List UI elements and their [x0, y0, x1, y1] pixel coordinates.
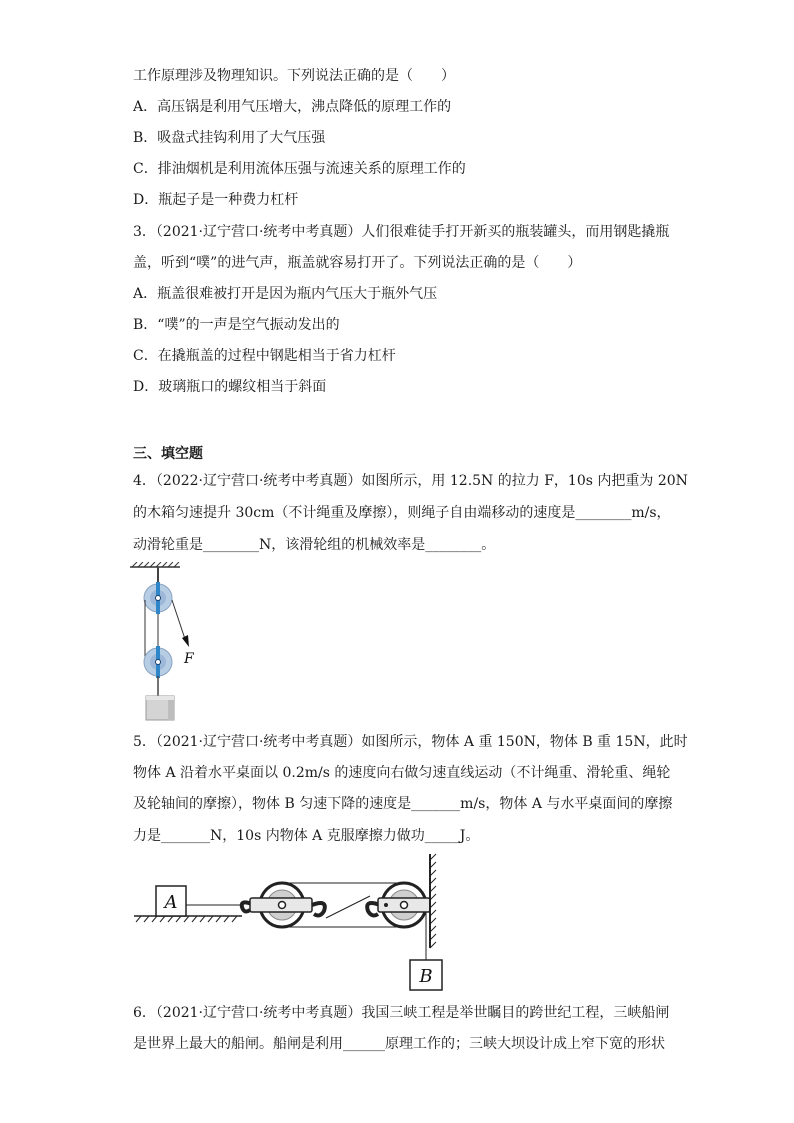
option-b: B．“噗”的一声是空气振动发出的	[133, 317, 340, 333]
horizontal-pulley-figure	[132, 852, 454, 994]
question-4-line-1: 4．（2022·辽宁营口·统考中考真题）如图所示，用 12.5N 的拉力 F，10s 内把重为 20N	[133, 473, 688, 489]
question-5-line-1: 5．（2021·辽宁营口·统考中考真题）如图所示，物体 A 重 150N，物体 B 重 15N，此时	[133, 734, 688, 750]
question-3-line-1: 3．（2021·辽宁营口·统考中考真题）人们很难徒手打开新买的瓶装罐头，而用钢匙撬瓶	[133, 224, 670, 240]
question-4-line-2: 的木箱匀速提升 30cm（不计绳重及摩擦），则绳子自由端移动的速度是________m/s，	[133, 505, 671, 521]
fixed-pulley	[378, 883, 430, 927]
option-a: A．瓶盖很难被打开是因为瓶内气压大于瓶外气压	[133, 286, 438, 302]
table-hatching	[136, 916, 237, 922]
option-d: D．玻璃瓶口的螺纹相当于斜面	[133, 379, 327, 395]
text-line: 工作原理涉及物理知识。下列说法正确的是（ ）	[133, 68, 455, 84]
movable-pulley	[250, 883, 312, 927]
block-b-label: B	[419, 966, 433, 987]
option-c: C．排油烟机是利用流体压强与流速关系的原理工作的	[133, 161, 466, 177]
wooden-box	[146, 696, 174, 720]
option-d: D．瓶起子是一种费力杠杆	[133, 192, 299, 208]
movable-pulley	[144, 646, 172, 678]
section-heading: 三、填空题	[133, 446, 203, 462]
pulley-figure	[128, 562, 208, 724]
option-a: A．高压锅是利用气压增大，沸点降低的原理工作的	[133, 99, 452, 115]
question-5-line-3: 及轮轴间的摩擦），物体 B 匀速下降的速度是_______m/s，物体 A 与水平桌面间的摩擦	[133, 796, 673, 812]
question-3-line-2: 盖，听到“噗”的进气声，瓶盖就容易打开了。下列说法正确的是（ ）	[133, 255, 582, 271]
question-6-line-1: 6．（2021·辽宁营口·统考中考真题）我国三峡工程是举世瞩目的跨世纪工程，三峡船闸	[133, 1005, 670, 1021]
block-a-label: A	[164, 892, 178, 913]
hook-icon	[312, 903, 325, 915]
rope	[326, 896, 370, 918]
question-5-line-4: 力是_______N，10s 内物体 A 克服摩擦力做功_____J。	[133, 828, 480, 844]
fixed-pulley	[144, 582, 172, 614]
question-6-line-2: 是世界上最大的船闸。船闸是利用______原理工作的；三峡大坝设计成上窄下宽的形状	[133, 1036, 665, 1052]
question-5-line-2: 物体 A 沿着水平桌面以 0.2m/s 的速度向右做匀速直线运动（不计绳重、滑轮重、绳轮	[133, 765, 671, 781]
question-4-line-3: 动滑轮重是________N，该滑轮组的机械效率是________。	[133, 537, 496, 553]
force-label: F	[184, 651, 194, 667]
force-arrow-icon	[182, 635, 189, 647]
rope-free-end	[172, 600, 186, 642]
option-b: B．吸盘式挂钩利用了大气压强	[133, 130, 326, 146]
option-c: C．在撬瓶盖的过程中钢匙相当于省力杠杆	[133, 348, 396, 364]
